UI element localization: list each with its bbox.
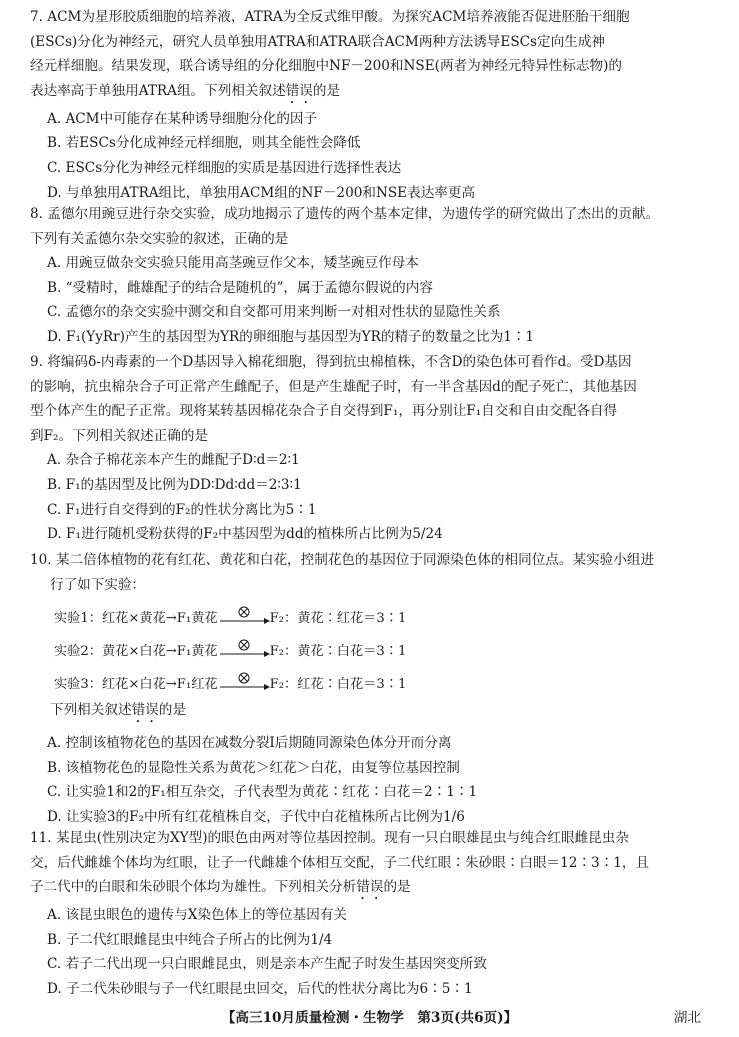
exp2-result: F₂：黄花∶白花＝3∶1 (269, 643, 407, 659)
q10-stem-line-2: 行了如下实验： (50, 576, 146, 593)
question-8 (30, 202, 720, 350)
q10-option-d: D. 让实验3的F₂中所有红花植株自交，子代中白花植株所占比例为1/6 (47, 808, 465, 825)
footer-region: 湖北 (673, 1010, 701, 1026)
q9-stem-line-4: 到F₂。下列相关叙述正确的是 (30, 427, 209, 444)
self-cross-arrow (218, 672, 270, 692)
q11-stem-line-1: 11. 某昆虫(性别决定为XY型)的眼色由两对等位基因控制。现有一只白眼雄昆虫与纯合红眼雌昆虫杂 (30, 830, 629, 846)
q11-stem-line-2: 交，后代雌雄个体均为红眼，让子一代雌雄个体相互交配，子二代红眼∶朱砂眼∶白眼＝12∶3∶1，且 (30, 854, 650, 871)
exp2-cross: 实验2：黄花×白花→F₁黄花 (54, 643, 218, 659)
q10-emphasis: 错误 (131, 702, 159, 718)
exp3-cross: 实验3：红花×白花→F₁红花 (54, 676, 218, 692)
q11-stem-line-3 (30, 875, 720, 903)
footer-title: 【高三10月质量检测・生物学 第3页(共6页)】 (221, 1010, 518, 1026)
question-7 (30, 5, 720, 205)
q8-option-d: D. F₁(YyRr)产生的基因型为YR的卵细胞与基因型为YR的精子的数量之比为1∶1 (47, 328, 535, 345)
self-cross-arrow (218, 606, 270, 626)
q8-option-b: B. “受精时，雌雄配子的结合是随机的”，属于孟德尔假说的内容 (47, 279, 433, 296)
q10-option-c: C. 让实验1和2的F₁相互杂交，子代表型为黄花∶红花∶白花＝2∶1∶1 (47, 784, 478, 801)
q7-stem-line-4 (30, 79, 720, 107)
q10-stem-line-3 (30, 698, 720, 726)
q10-stem-end: 的是 (158, 702, 186, 718)
q7-stem-text: 表达率高于单独用ATRA组。下列相关叙述 (30, 82, 286, 99)
q8-option-a: A. 用豌豆做杂交实验只能用高茎豌豆作父本，矮茎豌豆作母本 (47, 255, 419, 272)
q9-stem-line-1: 9. 将编码δ-内毒素的一个D基因导入棉花细胞，得到抗虫棉植株，不含D的染色体可看作d。受D基因 (30, 354, 632, 370)
q11-option-a: A. 该昆虫眼色的遗传与X染色体上的等位基因有关 (47, 907, 348, 924)
q9-stem-line-3: 型个体产生的配子正常。现将某转基因棉花杂合子自交得到F₁，再分别让F₁自交和自由交配各自得 (30, 403, 618, 420)
q7-option-b: B. 若ESCs分化成神经元样细胞，则其全能性会降低 (47, 135, 361, 152)
q7-emphasis: 错误 (285, 82, 313, 99)
q11-emphasis: 错误 (356, 879, 384, 896)
q9-option-c: C. F₁进行自交得到的F₂的性状分离比为5∶1 (47, 501, 317, 518)
q11-option-c: C. 若子二代出现一只白眼雌昆虫，则是亲本产生配子时发生基因突变所致 (47, 956, 487, 973)
self-cross-arrow (218, 639, 270, 659)
q7-option-c: C. ESCs分化为神经元样细胞的实质是基因进行选择性表达 (47, 159, 402, 176)
q9-option-d: D. F₁进行随机受粉获得的F₂中基因型为dd的植株所占比例为5/24 (47, 526, 443, 543)
q7-option-a: A. ACM中可能存在某种诱导细胞分化的因子 (47, 110, 318, 127)
question-10-options (30, 698, 720, 829)
q8-option-c: C. 孟德尔的杂交实验中测交和自交都可用来判断一对相对性状的显隐性关系 (47, 304, 501, 321)
q11-stem-text: 子二代中的白眼和朱砂眼个体均为雄性。下列相关分析 (30, 879, 357, 896)
q10-stem-line-1: 10. 某二倍体植物的花有红花、黄花和白花，控制花色的基因位于同源染色体的相同位点。某实验小组进 (30, 552, 655, 568)
page-footer (0, 1006, 739, 1030)
q9-option-a: A. 杂合子棉花亲本产生的雌配子D∶d＝2∶1 (47, 452, 300, 469)
experiment-1 (54, 606, 406, 634)
q7-stem-line-3: 经元样细胞。结果发现，联合诱导组的分化细胞中NF－200和NSE(两者为神经元特异性标志物)的 (30, 58, 622, 75)
q7-stem-line-2: (ESCs)分化为神经元，研究人员单独用ATRA和ATRA联合ACM两种方法诱导ESCs定向生成神 (30, 33, 605, 50)
q11-option-b: B. 子二代红眼雌昆虫中纯合子所占的比例为1/4 (47, 931, 333, 948)
exp1-result: F₂：黄花∶红花＝3∶1 (269, 610, 407, 626)
exp3-result: F₂：红花∶白花＝3∶1 (269, 676, 407, 692)
experiment-3 (54, 672, 406, 700)
question-11 (30, 826, 720, 1002)
q11-option-d: D. 子二代朱砂眼与子一代红眼昆虫回交，后代的性状分离比为6∶5∶1 (47, 980, 473, 997)
q7-stem-end: 的是 (312, 82, 341, 99)
q7-option-d: D. 与单独用ATRA组比，单独用ACM组的NF－200和NSE表达率更高 (47, 184, 476, 201)
experiment-2 (54, 639, 406, 667)
question-9 (30, 350, 720, 547)
q11-stem-end: 的是 (383, 879, 411, 896)
exp1-cross: 实验1：红花×黄花→F₁黄花 (54, 610, 218, 626)
q10-option-b: B. 该植物花色的显隐性关系为黄花＞红花＞白花，由复等位基因控制 (47, 759, 460, 776)
q9-stem-line-2: 的影响，抗虫棉杂合子可正常产生雌配子，但是产生雄配子时，有一半含基因d的配子死亡，其他基因 (30, 378, 637, 395)
q10-stem-text: 下列相关叙述 (50, 702, 132, 718)
q9-option-b: B. F₁的基因型及比例为DD∶Dd∶dd＝2∶3∶1 (47, 476, 302, 493)
q10-option-a: A. 控制该植物花色的基因在减数分裂Ⅰ后期随同源染色体分开而分离 (47, 735, 452, 751)
question-10 (30, 548, 720, 597)
q8-stem-line-2: 下列有关孟德尔杂交实验的叙述，正确的是 (30, 230, 289, 247)
q8-stem-line-1: 8. 孟德尔用豌豆进行杂交实验，成功地揭示了遗传的两个基本定律，为遗传学的研究做出了杰出的贡献。 (30, 206, 660, 222)
q7-stem-line-1: 7. ACM为星形胶质细胞的培养液，ATRA为全反式维甲酸。为探究ACM培养液能否促进胚胎干细胞 (30, 9, 630, 25)
